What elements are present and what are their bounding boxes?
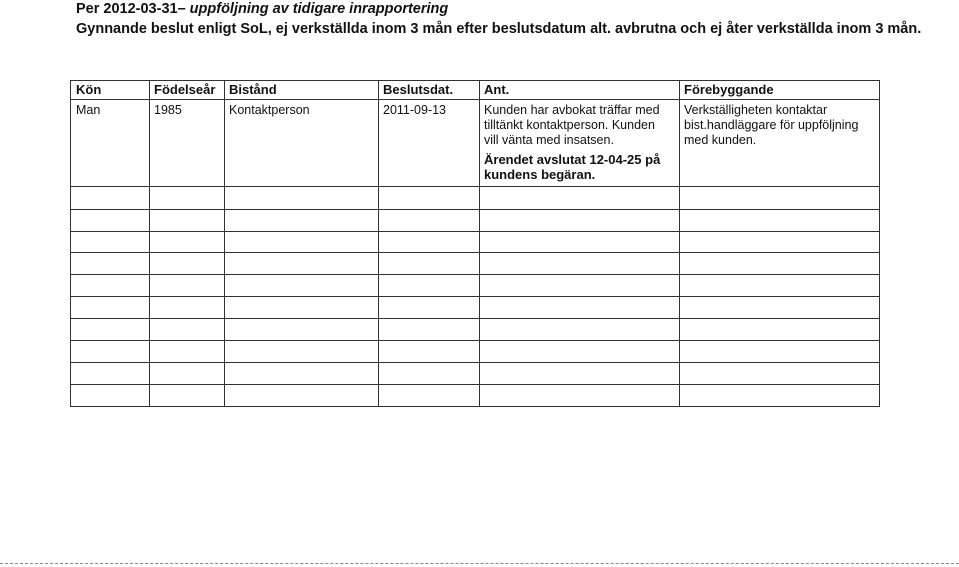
cell-forebyggande-text: Verkställigheten kontaktar — [684, 103, 828, 117]
cell-bistand: Kontaktperson — [229, 103, 310, 117]
report-date: Per 2012-03-31– — [76, 1, 190, 17]
table-rule — [879, 80, 880, 407]
table-rule — [70, 231, 880, 232]
cell-kon: Man — [76, 103, 101, 117]
cell-ant-text: Kunden har avbokat träffar med — [484, 103, 660, 117]
table-rule — [70, 318, 880, 319]
cell-fodelsear: 1985 — [154, 103, 182, 117]
table-rule — [149, 80, 150, 407]
cell-ant-text: tilltänkt kontaktperson. Kunden — [484, 118, 655, 132]
document-heading — [76, 0, 936, 38]
table-rule — [70, 362, 880, 363]
table-rule — [70, 209, 880, 210]
table-rule — [70, 252, 880, 253]
header-fodelsear: Födelseår — [154, 82, 216, 97]
header-ant: Ant. — [484, 82, 510, 97]
table-rule — [70, 384, 880, 385]
decision-table — [70, 80, 880, 407]
table-rule — [224, 80, 225, 407]
table-rule — [70, 80, 880, 81]
table-rule — [479, 80, 480, 407]
report-description: Gynnande beslut enligt SoL, ej verkställda inom 3 mån efter beslutsdatum alt. avbrutna och ej åter verkställda inom 3 mån. — [76, 21, 922, 37]
report-date-line — [76, 0, 936, 18]
header-forebyggande: Förebyggande — [684, 82, 774, 97]
table-rule — [70, 99, 880, 100]
cell-ant-closed-note: kundens begäran. — [484, 167, 596, 182]
cell-beslutsdat: 2011-09-13 — [383, 103, 447, 117]
table-rule — [70, 274, 880, 275]
table-rule — [679, 80, 680, 407]
table-rule — [378, 80, 379, 407]
page-edge-divider — [0, 563, 959, 564]
report-subtitle: uppföljning av tidigare inrapportering — [189, 1, 449, 17]
header-beslutsdat: Beslutsdat. — [383, 82, 454, 97]
table-rule — [70, 80, 71, 407]
table-rule — [70, 296, 880, 297]
cell-ant-closed-note: Ärendet avslutat 12-04-25 på — [484, 152, 661, 167]
table-rule — [70, 406, 880, 407]
cell-forebyggande-text: bist.handläggare för uppföljning — [684, 118, 859, 132]
table-rule — [70, 340, 880, 341]
header-kon: Kön — [76, 82, 102, 97]
table-rule — [70, 186, 880, 187]
cell-ant-text: vill vänta med insatsen. — [484, 133, 614, 147]
cell-forebyggande-text: med kunden. — [684, 133, 757, 147]
header-bistand: Bistånd — [229, 82, 277, 97]
